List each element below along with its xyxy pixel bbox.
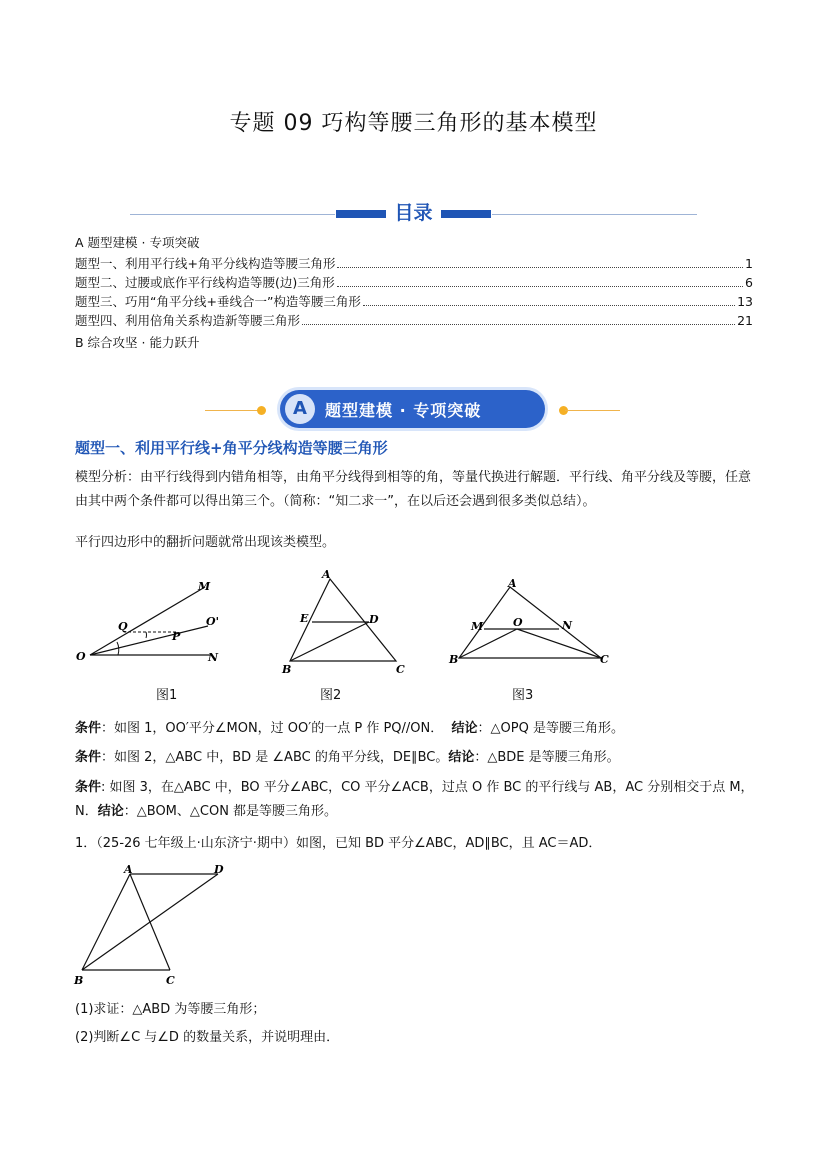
segment-bd bbox=[82, 874, 218, 970]
toc-heading bbox=[130, 198, 697, 228]
divider bbox=[492, 214, 697, 215]
banner-line bbox=[565, 410, 620, 411]
label-d: D bbox=[369, 613, 379, 626]
label-b: B bbox=[449, 653, 459, 666]
toc-item[interactable] bbox=[75, 292, 753, 310]
label-q: Q bbox=[118, 620, 128, 633]
toc-item-label: 题型三、巧用“角平分线+垂线合一”构造等腰三角形 bbox=[75, 294, 361, 309]
model-analysis bbox=[75, 466, 755, 514]
toc-item[interactable] bbox=[75, 311, 753, 329]
banner-dot bbox=[257, 406, 266, 415]
banner-text: 题型建模 · 专项突破 bbox=[325, 401, 482, 420]
ray-oo bbox=[90, 626, 208, 655]
label-o-prime: O' bbox=[206, 615, 219, 628]
page-title: 专题 09 巧构等腰三角形的基本模型 bbox=[229, 111, 598, 136]
toc-title: 目录 bbox=[394, 202, 433, 224]
condition-text: ：如图 2，△ABC 中，BD 是 ∠ABC 的角平分线，DE∥BC。 bbox=[101, 750, 449, 765]
toc-part-b[interactable]: B 综合攻坚 · 能力跃升 bbox=[75, 335, 200, 350]
toc-item-page: 13 bbox=[737, 294, 753, 309]
toc-item[interactable] bbox=[75, 254, 753, 272]
toc-item-page: 1 bbox=[745, 256, 753, 271]
toc-item-label: 题型一、利用平行线+角平分线构造等腰三角形 bbox=[75, 256, 336, 271]
condition-1 bbox=[75, 717, 755, 741]
condition-label: 条件 bbox=[75, 750, 102, 765]
angle-mark bbox=[146, 632, 147, 638]
label-c: C bbox=[166, 974, 175, 987]
ray-om bbox=[90, 587, 205, 655]
condition-text: : 如图 3，在△ABC 中，BO 平分∠ABC，CO 平分∠ACB，过点 O 作 BC 的平行线与 AB，AC 分别相交于点 M，N． bbox=[75, 780, 754, 819]
problem-figure bbox=[70, 862, 240, 992]
note-text: 平行四边形中的翻折问题就常出现该类模型。 bbox=[75, 535, 336, 550]
toc-leader bbox=[337, 276, 743, 287]
conclusion-label: 结论 bbox=[97, 804, 124, 819]
conclusion-text: ：△BOM、△CON 都是等腰三角形。 bbox=[123, 804, 338, 819]
conclusion-text: ：△OPQ 是等腰三角形。 bbox=[477, 721, 624, 736]
figure-caption: 图3 bbox=[512, 688, 534, 703]
label-a: A bbox=[322, 568, 331, 581]
segment-ab bbox=[82, 874, 130, 970]
figure-caption: 图1 bbox=[156, 688, 178, 703]
divider-accent bbox=[441, 210, 491, 218]
label-m: M bbox=[198, 580, 211, 593]
condition-3 bbox=[75, 776, 755, 824]
toc-item-label: 题型四、利用倍角关系构造新等腰三角形 bbox=[75, 313, 301, 328]
figure-2 bbox=[278, 565, 408, 680]
conclusion-label: 结论 bbox=[451, 721, 478, 736]
figure-3 bbox=[445, 575, 615, 670]
label-o: O bbox=[76, 650, 86, 663]
label-c: C bbox=[600, 653, 609, 666]
condition-label: 条件 bbox=[75, 780, 102, 795]
toc-part-a[interactable]: A 题型建模 · 专项突破 bbox=[75, 235, 200, 250]
segment-co bbox=[517, 629, 601, 658]
question-1: (1)求证：△ABD 为等腰三角形； bbox=[75, 1002, 266, 1017]
section-banner bbox=[205, 388, 620, 432]
toc-item-label: 题型二、过腰或底作平行线构造等腰(边)三角形 bbox=[75, 275, 335, 290]
conclusion-text: ：△BDE 是等腰三角形。 bbox=[474, 750, 620, 765]
segment-bd bbox=[290, 622, 369, 661]
condition-label: 条件 bbox=[75, 721, 102, 736]
label-o: O bbox=[513, 616, 523, 629]
label-n: N bbox=[562, 619, 573, 632]
toc-item-page: 6 bbox=[745, 275, 753, 290]
label-p: P bbox=[172, 630, 181, 643]
label-d: D bbox=[214, 863, 224, 876]
analysis-text: 由平行线得到内错角相等，由角平分线得到相等的角，等量代换进行解题．平行线、角平分线及等腰，任意由其中两个条件都可以得出第三个。（简称：“知二求一”，在以后还会遇到很多类似总结）。 bbox=[75, 470, 752, 509]
condition-text: ：如图 1，OO′平分∠MON，过 OO′的一点 P 作 PQ//ON． bbox=[101, 721, 444, 736]
toc-leader bbox=[337, 257, 743, 268]
figure-caption: 图2 bbox=[320, 688, 342, 703]
analysis-label: 模型分析： bbox=[75, 470, 141, 485]
label-b: B bbox=[282, 663, 292, 676]
toc-leader bbox=[302, 314, 735, 325]
banner-line bbox=[205, 410, 260, 411]
label-a: A bbox=[124, 863, 133, 876]
toc-leader bbox=[363, 295, 735, 306]
problem-stem: 1．（25-26 七年级上·山东济宁·期中）如图，已知 BD 平分∠ABC，AD∥BC，且 AC＝AD． bbox=[75, 836, 602, 851]
section-title: 题型一、利用平行线+角平分线构造等腰三角形 bbox=[75, 439, 388, 457]
toc-item-page: 21 bbox=[737, 313, 753, 328]
label-m: M bbox=[471, 620, 484, 633]
toc-item[interactable] bbox=[75, 273, 753, 291]
condition-2 bbox=[75, 746, 755, 770]
label-a: A bbox=[508, 577, 517, 590]
banner-letter: A bbox=[285, 394, 315, 424]
label-b: B bbox=[74, 974, 84, 987]
question-2: (2)判断∠C 与∠D 的数量关系，并说明理由． bbox=[75, 1030, 340, 1045]
figure-1 bbox=[70, 575, 230, 675]
label-c: C bbox=[396, 663, 405, 676]
segment-bo bbox=[459, 629, 517, 658]
conclusion-label: 结论 bbox=[448, 750, 475, 765]
label-e: E bbox=[300, 612, 309, 625]
label-n: N bbox=[208, 651, 219, 664]
